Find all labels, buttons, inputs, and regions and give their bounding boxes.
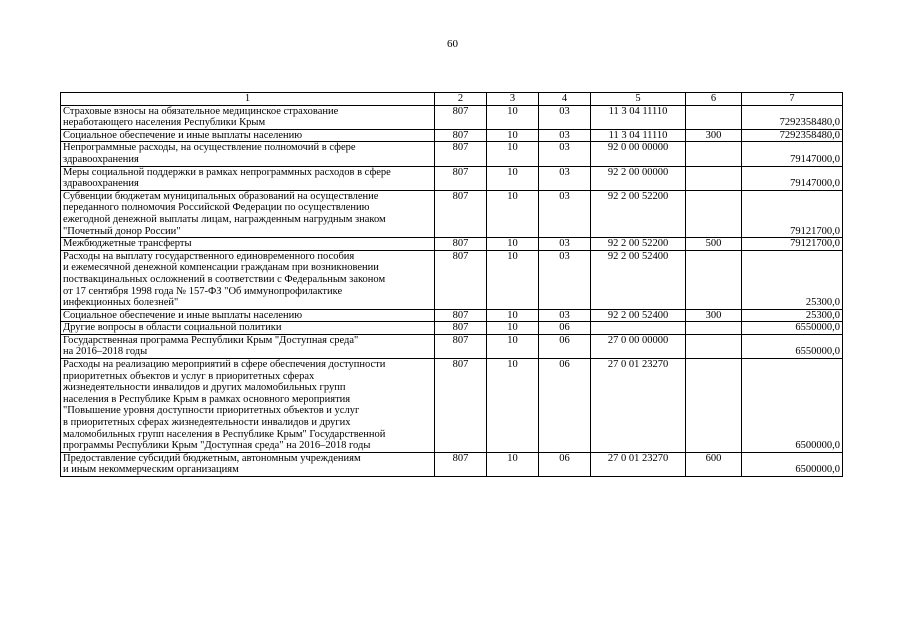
expense-name-line: неработающего населения Республики Крым [63, 117, 266, 129]
subsection-code-cell: 03 [539, 105, 591, 129]
expense-type-cell: 300 [686, 309, 742, 322]
expense-name-line: "Почетный донор России" [63, 225, 181, 237]
expense-type-cell [686, 359, 742, 453]
expense-type-cell [686, 322, 742, 335]
header-cell: 1 [61, 93, 435, 106]
target-article-cell: 27 0 00 00000 [591, 334, 686, 358]
department-code-cell: 807 [435, 105, 487, 129]
target-article-cell: 11 3 04 11110 [591, 129, 686, 142]
target-article-cell: 11 3 04 11110 [591, 105, 686, 129]
expense-name-line: Государственная программа Республики Крым "Доступная среда" [63, 334, 359, 346]
expense-type-cell [686, 142, 742, 166]
department-code-cell: 807 [435, 359, 487, 453]
amount-cell: 6550000,0 [742, 322, 843, 335]
expense-name-line: Социальное обеспечение и иные выплаты населению [63, 309, 303, 321]
expense-name-line: поствакцинальных осложнений в соответствии с Федеральным законом [63, 273, 386, 285]
amount-cell: 79121700,0 [742, 238, 843, 251]
table-row [61, 309, 843, 322]
expense-name-line: Предоставление субсидий бюджетным, автономным учреждениям [63, 452, 361, 464]
expense-name-line: Расходы на реализацию мероприятий в сфере обеспечения доступности [63, 359, 386, 371]
expense-type-cell [686, 250, 742, 309]
section-code-cell: 10 [487, 142, 539, 166]
department-code-cell: 807 [435, 190, 487, 237]
expense-type-cell [686, 105, 742, 129]
budget-table [60, 92, 843, 477]
subsection-code-cell: 06 [539, 322, 591, 335]
section-code-cell: 10 [487, 309, 539, 322]
section-code-cell: 10 [487, 105, 539, 129]
expense-name-line: маломобильных групп населения в Республике Крым" Государственной [63, 428, 386, 440]
header-cell: 3 [487, 93, 539, 106]
expense-type-cell: 300 [686, 129, 742, 142]
expense-name-line: здравоохранения [63, 178, 139, 190]
expense-name-line: Страховые взносы на обязательное медицинское страхование [63, 105, 339, 117]
table-row [61, 322, 843, 335]
table-row [61, 166, 843, 190]
section-code-cell: 10 [487, 166, 539, 190]
section-code-cell: 10 [487, 322, 539, 335]
table-row [61, 334, 843, 358]
department-code-cell: 807 [435, 166, 487, 190]
header-cell: 2 [435, 93, 487, 106]
target-article-cell: 92 2 00 52200 [591, 238, 686, 251]
table-row [61, 452, 843, 476]
target-article-cell: 92 2 00 52400 [591, 250, 686, 309]
expense-name-cell [61, 129, 435, 142]
expense-name-cell [61, 309, 435, 322]
amount-cell: 7292358480,0 [742, 129, 843, 142]
expense-name-cell [61, 142, 435, 166]
expense-name-line: Другие вопросы в области социальной политики [63, 322, 282, 334]
department-code-cell: 807 [435, 322, 487, 335]
target-article-cell [591, 322, 686, 335]
amount-cell: 6550000,0 [742, 334, 843, 358]
department-code-cell: 807 [435, 142, 487, 166]
table-row [61, 105, 843, 129]
section-code-cell: 10 [487, 452, 539, 476]
table-row [61, 250, 843, 309]
amount-cell: 7292358480,0 [742, 105, 843, 129]
department-code-cell: 807 [435, 309, 487, 322]
target-article-cell: 92 2 00 52400 [591, 309, 686, 322]
subsection-code-cell: 06 [539, 452, 591, 476]
department-code-cell: 807 [435, 250, 487, 309]
expense-name-line: жизнедеятельности инвалидов и других маломобильных групп [63, 382, 346, 394]
expense-type-cell: 500 [686, 238, 742, 251]
expense-name-cell [61, 166, 435, 190]
amount-cell: 25300,0 [742, 250, 843, 309]
header-cell: 5 [591, 93, 686, 106]
expense-name-cell [61, 250, 435, 309]
expense-name-line: здравоохранения [63, 153, 139, 165]
department-code-cell: 807 [435, 238, 487, 251]
subsection-code-cell: 03 [539, 250, 591, 309]
expense-name-line: и иным некоммерческим организациям [63, 464, 239, 476]
subsection-code-cell: 03 [539, 238, 591, 251]
amount-cell: 79147000,0 [742, 142, 843, 166]
table-header-row [61, 93, 843, 106]
amount-cell: 6500000,0 [742, 359, 843, 453]
section-code-cell: 10 [487, 250, 539, 309]
expense-name-cell [61, 238, 435, 251]
target-article-cell: 92 2 00 52200 [591, 190, 686, 237]
subsection-code-cell: 06 [539, 334, 591, 358]
expense-type-cell [686, 190, 742, 237]
target-article-cell: 27 0 01 23270 [591, 452, 686, 476]
page-number: 60 [447, 38, 458, 50]
amount-cell: 25300,0 [742, 309, 843, 322]
expense-name-line: Межбюджетные трансферты [63, 238, 192, 250]
section-code-cell: 10 [487, 129, 539, 142]
expense-name-line: от 17 сентября 1998 года № 157-ФЗ "Об иммунопрофилактике [63, 285, 343, 297]
expense-name-cell [61, 190, 435, 237]
section-code-cell: 10 [487, 190, 539, 237]
header-cell: 4 [539, 93, 591, 106]
table-row [61, 238, 843, 251]
subsection-code-cell: 03 [539, 142, 591, 166]
expense-type-cell [686, 334, 742, 358]
header-cell: 7 [742, 93, 843, 106]
target-article-cell: 92 2 00 00000 [591, 166, 686, 190]
expense-name-line: Непрограммные расходы, на осуществление полномочий в сфере [63, 142, 356, 154]
expense-name-cell [61, 105, 435, 129]
table-row [61, 190, 843, 237]
expense-name-line: Социальное обеспечение и иные выплаты населению [63, 129, 303, 141]
expense-name-line: Меры социальной поддержки в рамках непрограммных расходов в сфере [63, 166, 391, 178]
subsection-code-cell: 06 [539, 359, 591, 453]
expense-type-cell: 600 [686, 452, 742, 476]
target-article-cell: 92 0 00 00000 [591, 142, 686, 166]
expense-name-line: и ежемесячной денежной компенсации гражданам при возникновении [63, 262, 379, 274]
expense-name-line: приоритетных объектов и услуг в приоритетных сферах [63, 370, 315, 382]
expense-type-cell [686, 166, 742, 190]
header-cell: 6 [686, 93, 742, 106]
expense-name-line: инфекционных болезней" [63, 297, 179, 309]
expense-name-line: Расходы на выплату государственного единовременного пособия [63, 250, 355, 262]
subsection-code-cell: 03 [539, 190, 591, 237]
subsection-code-cell: 03 [539, 166, 591, 190]
section-code-cell: 10 [487, 359, 539, 453]
target-article-cell: 27 0 01 23270 [591, 359, 686, 453]
table-row [61, 359, 843, 453]
table-row [61, 142, 843, 166]
expense-name-line: Субвенции бюджетам муниципальных образований на осуществление [63, 190, 379, 202]
expense-name-cell [61, 359, 435, 453]
section-code-cell: 10 [487, 334, 539, 358]
expense-name-cell [61, 452, 435, 476]
expense-name-line: ежегодной денежной выплаты лицам, награжденным нагрудным знаком [63, 213, 386, 225]
expense-name-cell [61, 334, 435, 358]
department-code-cell: 807 [435, 334, 487, 358]
expense-name-line: в приоритетных сферах жизнедеятельности инвалидов и других [63, 417, 351, 429]
department-code-cell: 807 [435, 452, 487, 476]
table-row [61, 129, 843, 142]
expense-name-line: "Повышение уровня доступности приоритетных объектов и услуг [63, 405, 360, 417]
expense-name-cell [61, 322, 435, 335]
department-code-cell: 807 [435, 129, 487, 142]
amount-cell: 6500000,0 [742, 452, 843, 476]
amount-cell: 79147000,0 [742, 166, 843, 190]
expense-name-line: программы Республики Крым "Доступная среда" на 2016–2018 годы [63, 440, 371, 452]
expense-name-line: на 2016–2018 годы [63, 346, 148, 358]
expense-name-line: населения в Республике Крым в рамках основного мероприятия [63, 393, 351, 405]
subsection-code-cell: 03 [539, 129, 591, 142]
section-code-cell: 10 [487, 238, 539, 251]
subsection-code-cell: 03 [539, 309, 591, 322]
expense-name-line: переданного полномочия Российской Федерации по осуществлению [63, 202, 370, 214]
amount-cell: 79121700,0 [742, 190, 843, 237]
